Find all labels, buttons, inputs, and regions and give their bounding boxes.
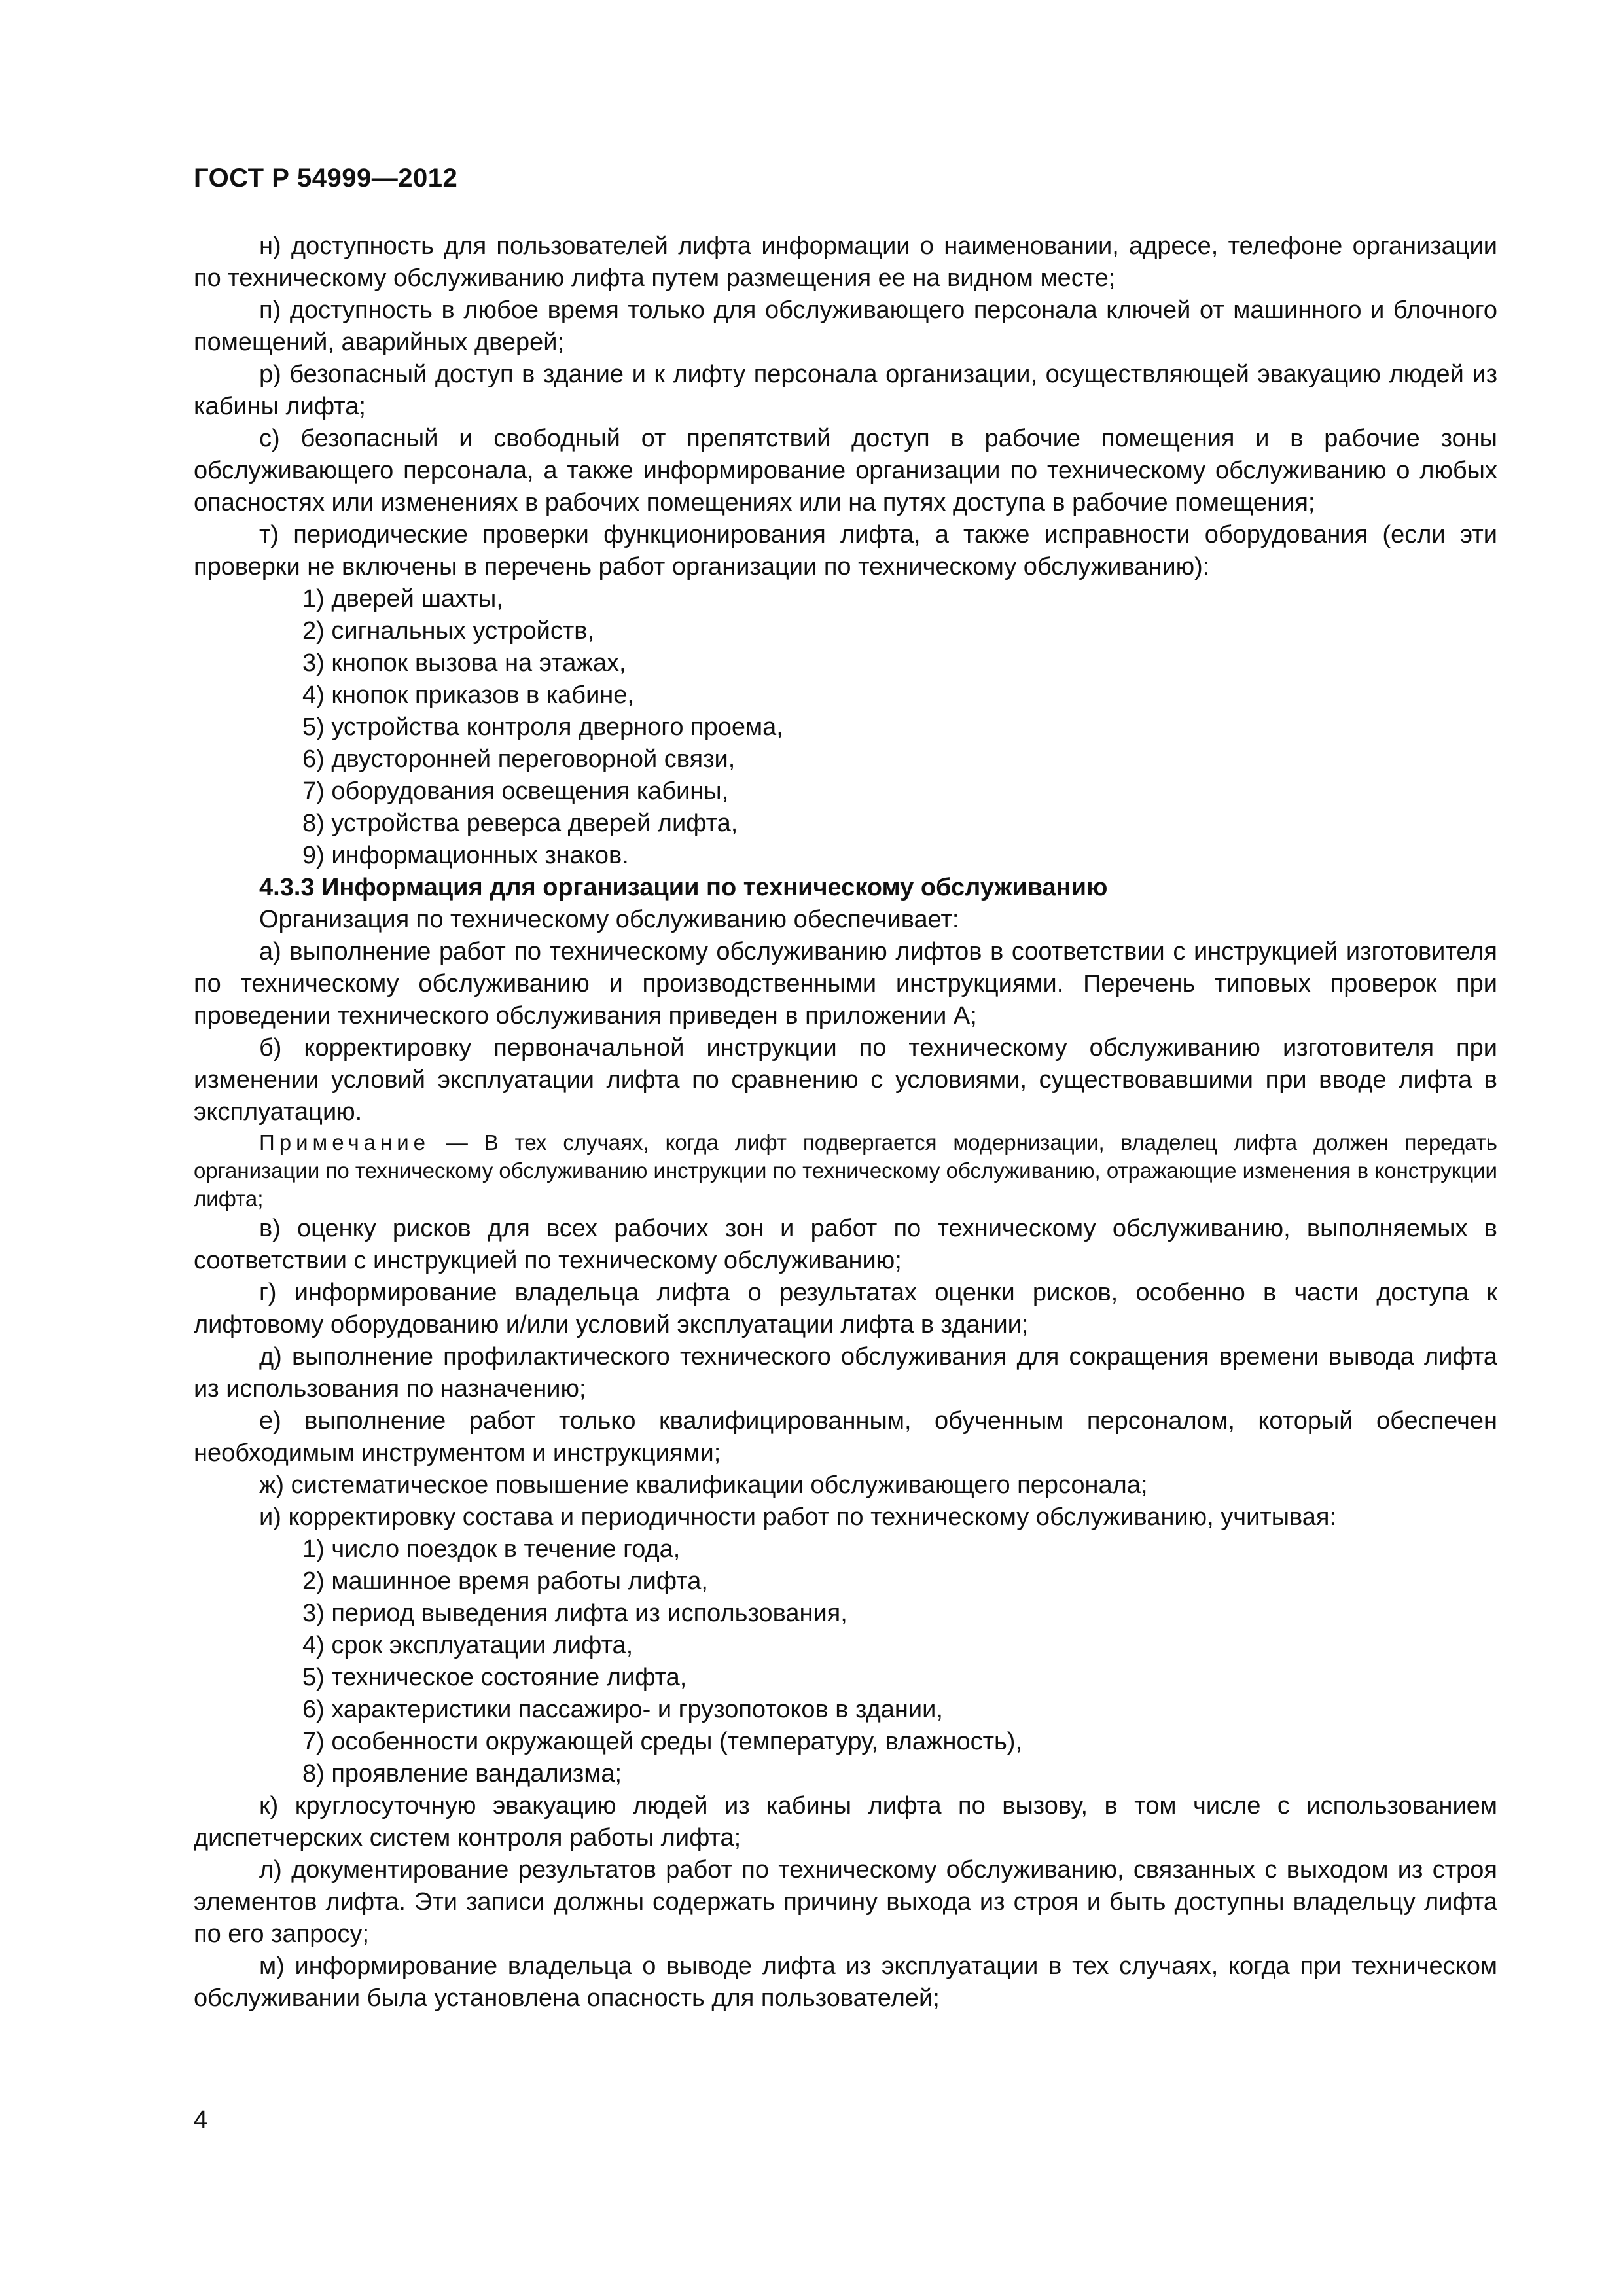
note xyxy=(194,1128,1497,1213)
factors-list xyxy=(194,1534,1497,1790)
section-heading: 4.3.3 Информация для организации по техническому обслуживанию xyxy=(259,874,1108,901)
list-item: 8) проявление вандализма; xyxy=(302,1760,622,1787)
item-t: т) периодические проверки функционирования лифта, а также исправности оборудования (если эти проверки не включены в перечень работ организации по техническому обслуживанию): xyxy=(194,521,1497,581)
list-item: 6) двусторонней переговорной связи, xyxy=(302,745,736,773)
item-n: н) доступность для пользователей лифта информации о наименовании, адресе, телефоне организации по техническому обслуживанию лифта путем размещения ее на видном месте; xyxy=(194,232,1497,292)
checks-list xyxy=(194,583,1497,872)
section-intro: Организация по техническому обслуживанию обеспечивает: xyxy=(259,906,959,933)
list-item: 2) машинное время работы лифта, xyxy=(302,1568,708,1595)
list-item: 1) дверей шахты, xyxy=(302,585,503,613)
list-item: 8) устройства реверса дверей лифта, xyxy=(302,810,738,837)
item-b: б) корректировку первоначальной инструкции по техническому обслуживанию изготовителя при изменении условий эксплуатации лифта по сравнению с условиями, существовавшими при вводе лифта в эксплуатацию. xyxy=(194,1034,1497,1126)
list-item: 7) особенности окружающей среды (температуру, влажность), xyxy=(302,1728,1023,1755)
item-v: в) оценку рисков для всех рабочих зон и работ по техническому обслуживанию, выполняемых в соответствии с инструкцией по техническому обслуживанию; xyxy=(194,1215,1497,1274)
list-item: 5) техническое состояние лифта, xyxy=(302,1664,687,1691)
list-item: 1) число поездок в течение года, xyxy=(302,1535,681,1563)
item-g: г) информирование владельца лифта о результатах оценки рисков, особенно в части доступа к лифтовому оборудованию и/или условий эксплуатации лифта в здании; xyxy=(194,1279,1497,1338)
item-e: е) выполнение работ только квалифицированным, обученным персоналом, который обеспечен необходимым инструментом и инструкциями; xyxy=(194,1407,1497,1467)
item-a: а) выполнение работ по техническому обслуживанию лифтов в соответствии с инструкцией изготовителя по техническому обслуживанию и производственными инструкциями. Перечень типовых проверок при проведении технического обслуживания приведен в приложении А; xyxy=(194,938,1497,1030)
list-item: 7) оборудования освещения кабины, xyxy=(302,778,729,805)
list-item: 6) характеристики пассажиро- и грузопотоков в здании, xyxy=(302,1696,943,1723)
list-item: 4) кнопок приказов в кабине, xyxy=(302,681,634,709)
item-p: п) доступность в любое время только для обслуживающего персонала ключей от машинного и блочного помещений, аварийных дверей; xyxy=(194,296,1497,356)
item-i: и) корректировку состава и периодичности работ по техническому обслуживанию, учитывая: xyxy=(259,1503,1337,1531)
document-body xyxy=(194,230,1497,2015)
list-item: 3) кнопок вызова на этажах, xyxy=(302,649,626,677)
item-m: м) информирование владельца о выводе лифта из эксплуатации в тех случаях, когда при техническом обслуживании была установлена опасность для пользователей; xyxy=(194,1952,1497,2012)
list-item: 4) срок эксплуатации лифта, xyxy=(302,1632,633,1659)
item-s: с) безопасный и свободный от препятствий доступ в рабочие помещения и в рабочие зоны обслуживающего персонала, а также информирование организации по техническому обслуживанию о любых опасностях или изменениях в рабочих помещениях или на путях доступа в рабочие помещения; xyxy=(194,425,1497,516)
list-item: 9) информационных знаков. xyxy=(302,842,629,869)
item-l: л) документирование результатов работ по техническому обслуживанию, связанных с выходом из строя элементов лифта. Эти записи должны содержать причину выхода из строя и быть доступны владельцу лифта по его запросу; xyxy=(194,1856,1497,1948)
list-item: 3) период выведения лифта из использования, xyxy=(302,1600,847,1627)
item-k: к) круглосуточную эвакуацию людей из кабины лифта по вызову, в том числе с использованием диспетчерских систем контроля работы лифта; xyxy=(194,1792,1497,1852)
page-number: 4 xyxy=(194,2106,208,2134)
note-text: — В тех случаях, когда лифт подвергается модернизации, владелец лифта должен передать организации по техническому обслуживанию инструкции по техническому обслуживанию, отражающие изменения в конструкции лифта; xyxy=(194,1130,1497,1211)
item-d: д) выполнение профилактического технического обслуживания для сокращения времени вывода лифта из использования по назначению; xyxy=(194,1343,1497,1403)
list-item: 2) сигнальных устройств, xyxy=(302,617,594,645)
item-zh: ж) систематическое повышение квалификации обслуживающего персонала; xyxy=(259,1471,1148,1499)
note-label: Примечание xyxy=(259,1130,431,1155)
document-header: ГОСТ Р 54999—2012 xyxy=(194,164,458,192)
list-item: 5) устройства контроля дверного проема, xyxy=(302,713,783,741)
item-r: р) безопасный доступ в здание и к лифту персонала организации, осуществляющей эвакуацию людей из кабины лифта; xyxy=(194,361,1497,420)
